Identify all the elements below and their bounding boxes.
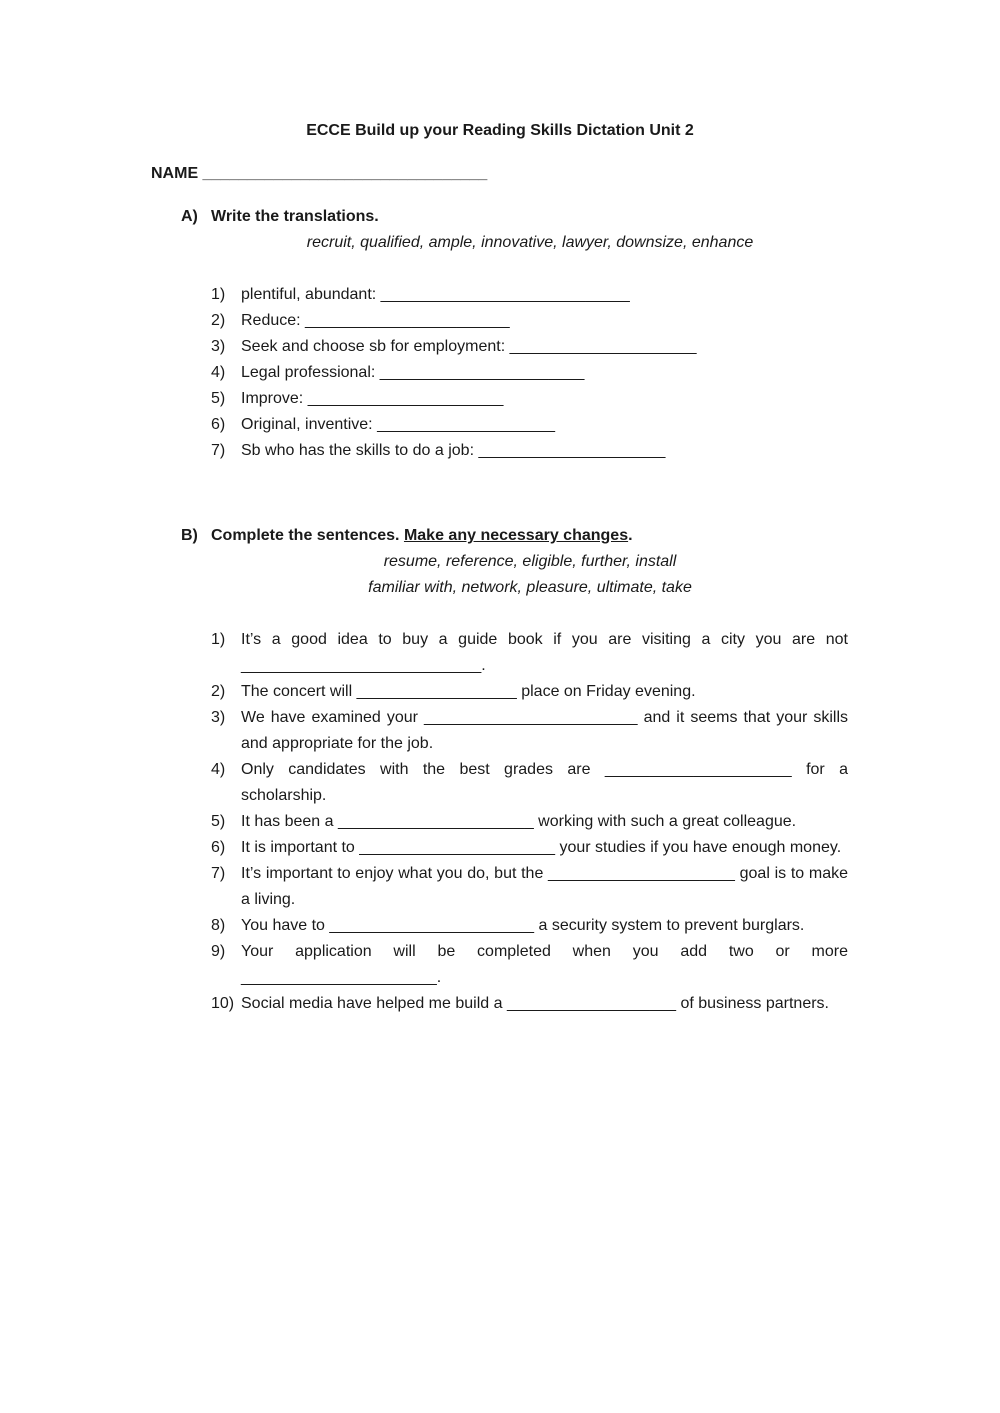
section-a-title: Write the translations. (211, 208, 379, 225)
item-number: 10) (211, 995, 235, 1012)
item-text: Original, inventive: ____________________ (241, 416, 556, 433)
item-number: 2) (211, 683, 226, 700)
section-b-title: Complete the sentences. (211, 527, 400, 544)
section-a-heading (181, 208, 379, 226)
item-number: 1) (211, 286, 226, 303)
item-text: Seek and choose sb for employment: _____________________ (241, 338, 697, 355)
item-text: It is important to ______________________ your studies if you have enough money. (241, 839, 842, 856)
item-number: 2) (211, 312, 226, 329)
item-number: 6) (211, 839, 226, 856)
item-text: It’s a good idea to buy a guide book if you are visiting a city you are not ___________________________. (241, 631, 848, 674)
section-a-list (211, 282, 848, 464)
item-number: 6) (211, 416, 226, 433)
item-text: The concert will __________________ place on Friday evening. (241, 683, 696, 700)
item-number: 8) (211, 917, 226, 934)
list-item (211, 991, 848, 1017)
list-item (211, 282, 848, 308)
item-text: Only candidates with the best grades are _____________________ for a scholarship. (241, 761, 848, 804)
item-text: Social media have helped me build a ___________________ of business partners. (241, 995, 829, 1012)
item-text: We have examined your ________________________ and it seems that your skills and appropriate for the job. (241, 709, 848, 752)
item-number: 1) (211, 631, 226, 648)
item-text: Your application will be completed when you add two or more ______________________. (241, 943, 848, 986)
section-b-heading-end: . (628, 527, 633, 544)
list-item (211, 939, 848, 991)
item-text: Legal professional: _______________________ (241, 364, 585, 381)
item-text: Sb who has the skills to do a job: _____________________ (241, 442, 666, 459)
list-item (211, 679, 848, 705)
section-b-list (211, 627, 848, 1017)
list-item (211, 438, 848, 464)
list-item (211, 386, 848, 412)
list-item (211, 705, 848, 757)
item-number: 7) (211, 442, 226, 459)
list-item (211, 757, 848, 809)
list-item (211, 360, 848, 386)
item-text: You have to _______________________ a security system to prevent burglars. (241, 917, 805, 934)
item-number: 7) (211, 865, 226, 882)
item-number: 9) (211, 943, 226, 960)
item-number: 4) (211, 761, 226, 778)
item-number: 3) (211, 709, 226, 726)
list-item (211, 308, 848, 334)
item-text: plentiful, abundant: ____________________________ (241, 286, 630, 303)
list-item (211, 627, 848, 679)
list-item (211, 835, 848, 861)
page-title: ECCE Build up your Reading Skills Dictation Unit 2 (306, 122, 694, 139)
item-number: 3) (211, 338, 226, 355)
item-text: Reduce: _______________________ (241, 312, 510, 329)
section-a-letter: A) (181, 208, 198, 225)
section-b-word-bank-line-2: familiar with, network, pleasure, ultimate, take (368, 579, 692, 596)
section-b-letter: B) (181, 527, 198, 544)
section-a-word-bank: recruit, qualified, ample, innovative, lawyer, downsize, enhance (306, 234, 754, 251)
item-number: 5) (211, 390, 226, 407)
item-number: 5) (211, 813, 226, 830)
section-b-word-bank-line-1: resume, reference, eligible, further, install (383, 553, 677, 570)
list-item (211, 913, 848, 939)
section-b-underlined-instruction: Make any necessary changes (403, 527, 629, 544)
list-item (211, 334, 848, 360)
item-number: 4) (211, 364, 226, 381)
list-item (211, 861, 848, 913)
name-field: NAME ________________________________ (151, 165, 488, 182)
item-text: It has been a ______________________ working with such a great colleague. (241, 813, 797, 830)
item-text: Improve: ______________________ (241, 390, 504, 407)
list-item (211, 412, 848, 438)
item-text: It’s important to enjoy what you do, but the _____________________ goal is to make a living. (241, 865, 848, 908)
section-b-heading (181, 527, 633, 545)
list-item (211, 809, 848, 835)
